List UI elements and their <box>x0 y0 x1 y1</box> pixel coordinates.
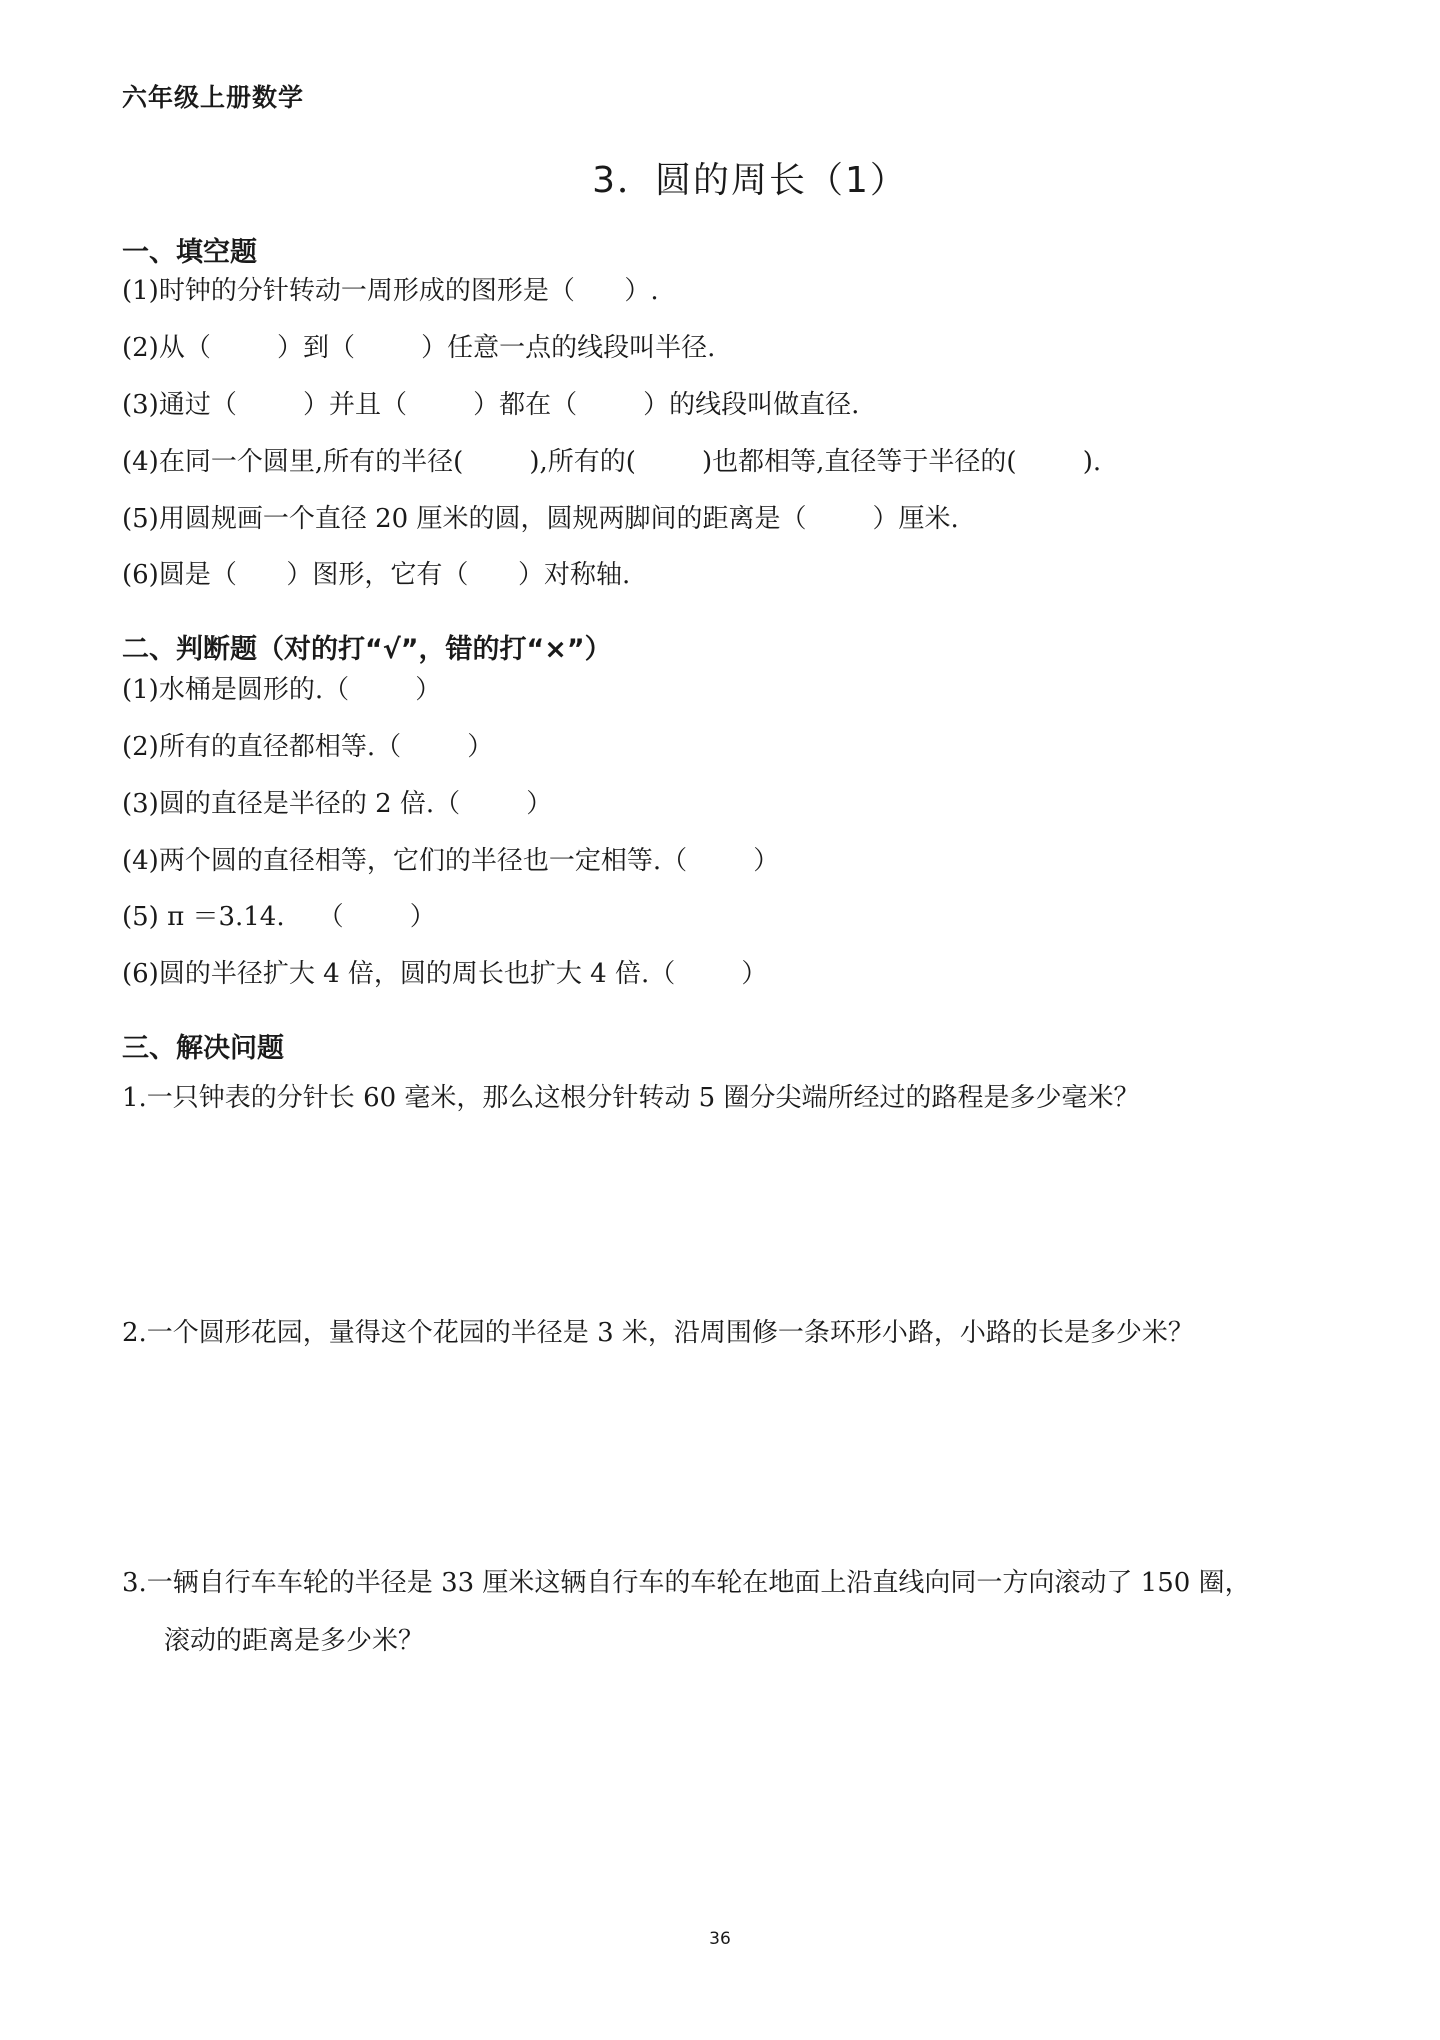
problem-3: 3.一辆自行车车轮的半径是 33 厘米这辆自行车的车轮在地面上沿直线向同一方向滚动了 150 圈， <box>122 1568 1251 1598</box>
section-problems-heading: 三、解决问题 <box>122 1033 284 1064</box>
true-false-item-6: (6)圆的半径扩大 4 倍，圆的周长也扩大 4 倍.（ ） <box>122 959 768 989</box>
fill-blank-item-3: (3)通过（ ）并且（ ）都在（ ）的线段叫做直径. <box>122 390 860 420</box>
true-false-item-3: (3)圆的直径是半径的 2 倍.（ ） <box>122 789 553 819</box>
problem-1: 1.一只钟表的分针长 60 毫米，那么这根分针转动 5 圈分尖端所经过的路程是多少毫米？ <box>122 1083 1140 1113</box>
page-title: 3．圆的周长（1） <box>592 160 908 201</box>
page-number: 36 <box>709 1929 731 1949</box>
section-fill-blank-heading: 一、填空题 <box>122 237 257 268</box>
true-false-item-2: (2)所有的直径都相等.（ ） <box>122 732 494 762</box>
fill-blank-item-2: (2)从（ ）到（ ）任意一点的线段叫半径. <box>122 333 716 363</box>
fill-blank-item-1: (1)时钟的分针转动一周形成的图形是（ ）. <box>122 276 659 306</box>
true-false-item-4: (4)两个圆的直径相等，它们的半径也一定相等.（ ） <box>122 846 780 876</box>
subject-header: 六年级上册数学 <box>122 83 305 112</box>
section-true-false-heading: 二、判断题（对的打“√”，错的打“×”） <box>122 634 612 665</box>
true-false-item-5: (5) π ＝3.14. （ ） <box>122 902 436 932</box>
problem-2: 2.一个圆形花园，量得这个花园的半径是 3 米，沿周围修一条环形小路，小路的长是多少米？ <box>122 1318 1194 1348</box>
fill-blank-item-6: (6)圆是（ ）图形，它有（ ）对称轴. <box>122 560 631 590</box>
true-false-item-1: (1)水桶是圆形的.（ ） <box>122 675 442 705</box>
problem-3-continuation: 滚动的距离是多少米？ <box>164 1626 425 1656</box>
fill-blank-item-4: (4)在同一个圆里,所有的半径( ),所有的( )也都相等,直径等于半径的( ). <box>122 447 1102 477</box>
fill-blank-item-5: (5)用圆规画一个直径 20 厘米的圆，圆规两脚间的距离是（ ）厘米. <box>122 504 959 534</box>
